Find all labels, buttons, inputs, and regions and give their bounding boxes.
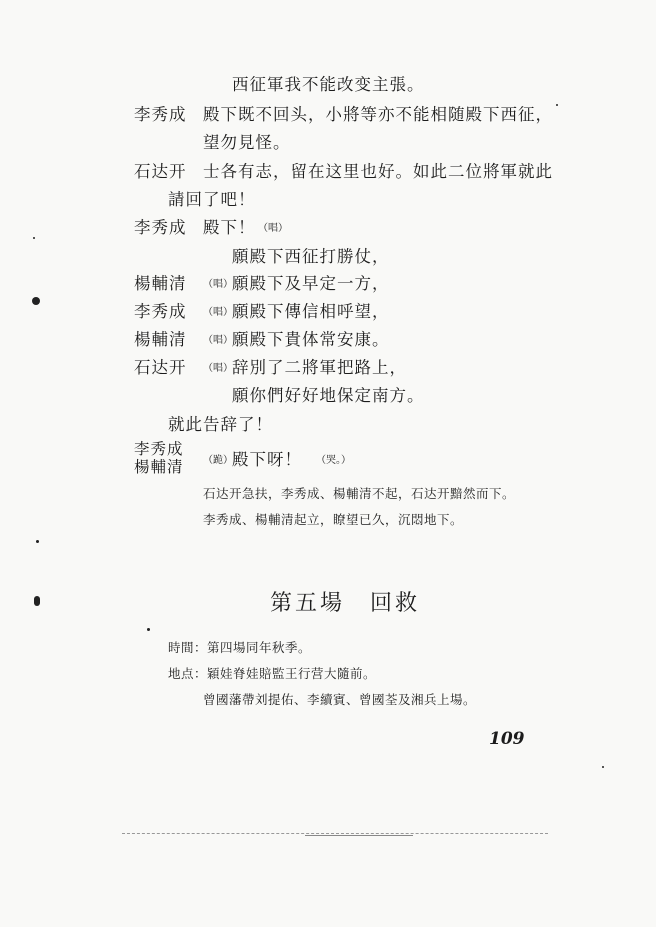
page-number: 109 bbox=[489, 729, 525, 749]
speaker-name: 楊輔清 bbox=[134, 274, 187, 293]
scan-speck bbox=[556, 104, 558, 106]
scan-speck bbox=[33, 237, 35, 239]
verse-line: 願殿下傳信相呼望， bbox=[232, 302, 390, 321]
stage-note: （唱） bbox=[203, 335, 233, 346]
speaker-name: 楊輔清 bbox=[134, 330, 187, 349]
scene-direction: 曾國藩帶刘提佑、李續賓、曾國荃及湘兵上場。 bbox=[203, 692, 477, 707]
speaker-name: 李秀成 bbox=[134, 440, 184, 458]
dialogue-line: 殿下既不回头，小將等亦不能相随殿下西征， bbox=[203, 105, 553, 124]
scan-speck bbox=[34, 596, 40, 606]
dialogue-line: 就此告辞了！ bbox=[168, 415, 273, 434]
bottom-scan-line bbox=[305, 835, 413, 836]
dialogue-line-cont: 請回了吧！ bbox=[168, 190, 256, 209]
stage-note: （唱） bbox=[203, 307, 233, 318]
scene-title: 第五場 回救 bbox=[270, 591, 421, 616]
scan-speck bbox=[32, 297, 40, 305]
speaker-name: 石达开 bbox=[134, 162, 187, 181]
dialogue-line: 殿下！ bbox=[203, 218, 256, 237]
stage-note: （跪） bbox=[203, 455, 233, 466]
speaker-name: 石达开 bbox=[134, 358, 187, 377]
scan-speck bbox=[36, 540, 39, 543]
place-label: 地点： bbox=[168, 666, 208, 681]
verse-line: 願你們好好地保定南方。 bbox=[232, 386, 425, 405]
bottom-scan-line bbox=[122, 833, 548, 834]
place-value: 穎娃脊娃賠監王行营大隨前。 bbox=[207, 666, 377, 681]
stage-direction: 石达开急扶，李秀成、楊輔清不起，石达开黯然而下。 bbox=[203, 486, 516, 501]
verse-line-1: 西征軍我不能改变主張。 bbox=[232, 75, 425, 94]
verse-line: 辞別了二將軍把路上， bbox=[232, 358, 407, 377]
stage-note: （唱） bbox=[258, 223, 288, 234]
time-value: 第四場同年秋季。 bbox=[207, 640, 312, 655]
verse-line: 願殿下及早定一方， bbox=[232, 274, 390, 293]
scan-speck bbox=[602, 766, 604, 768]
verse-line: 願殿下貴体常安康。 bbox=[232, 330, 390, 349]
stage-note: （唱） bbox=[203, 363, 233, 374]
dialogue-line: 殿下呀！ bbox=[232, 450, 302, 469]
dialogue-line-cont: 望勿見怪。 bbox=[203, 133, 291, 152]
scan-speck bbox=[147, 628, 150, 631]
stage-direction: 李秀成、楊輔清起立，瞭望已久，沉悶地下。 bbox=[203, 512, 464, 527]
speaker-name: 李秀成 bbox=[134, 302, 187, 321]
verse-line: 願殿下西征打勝仗， bbox=[232, 247, 390, 266]
stage-note: （唱） bbox=[203, 279, 233, 290]
time-label: 時間： bbox=[168, 640, 208, 655]
dialogue-line: 士各有志，留在这里也好。如此二位將軍就此 bbox=[203, 162, 553, 181]
speaker-name: 李秀成 bbox=[134, 218, 187, 237]
speaker-name: 李秀成 bbox=[134, 105, 187, 124]
stage-note: （哭。） bbox=[316, 455, 351, 466]
speaker-name: 楊輔清 bbox=[134, 458, 184, 476]
